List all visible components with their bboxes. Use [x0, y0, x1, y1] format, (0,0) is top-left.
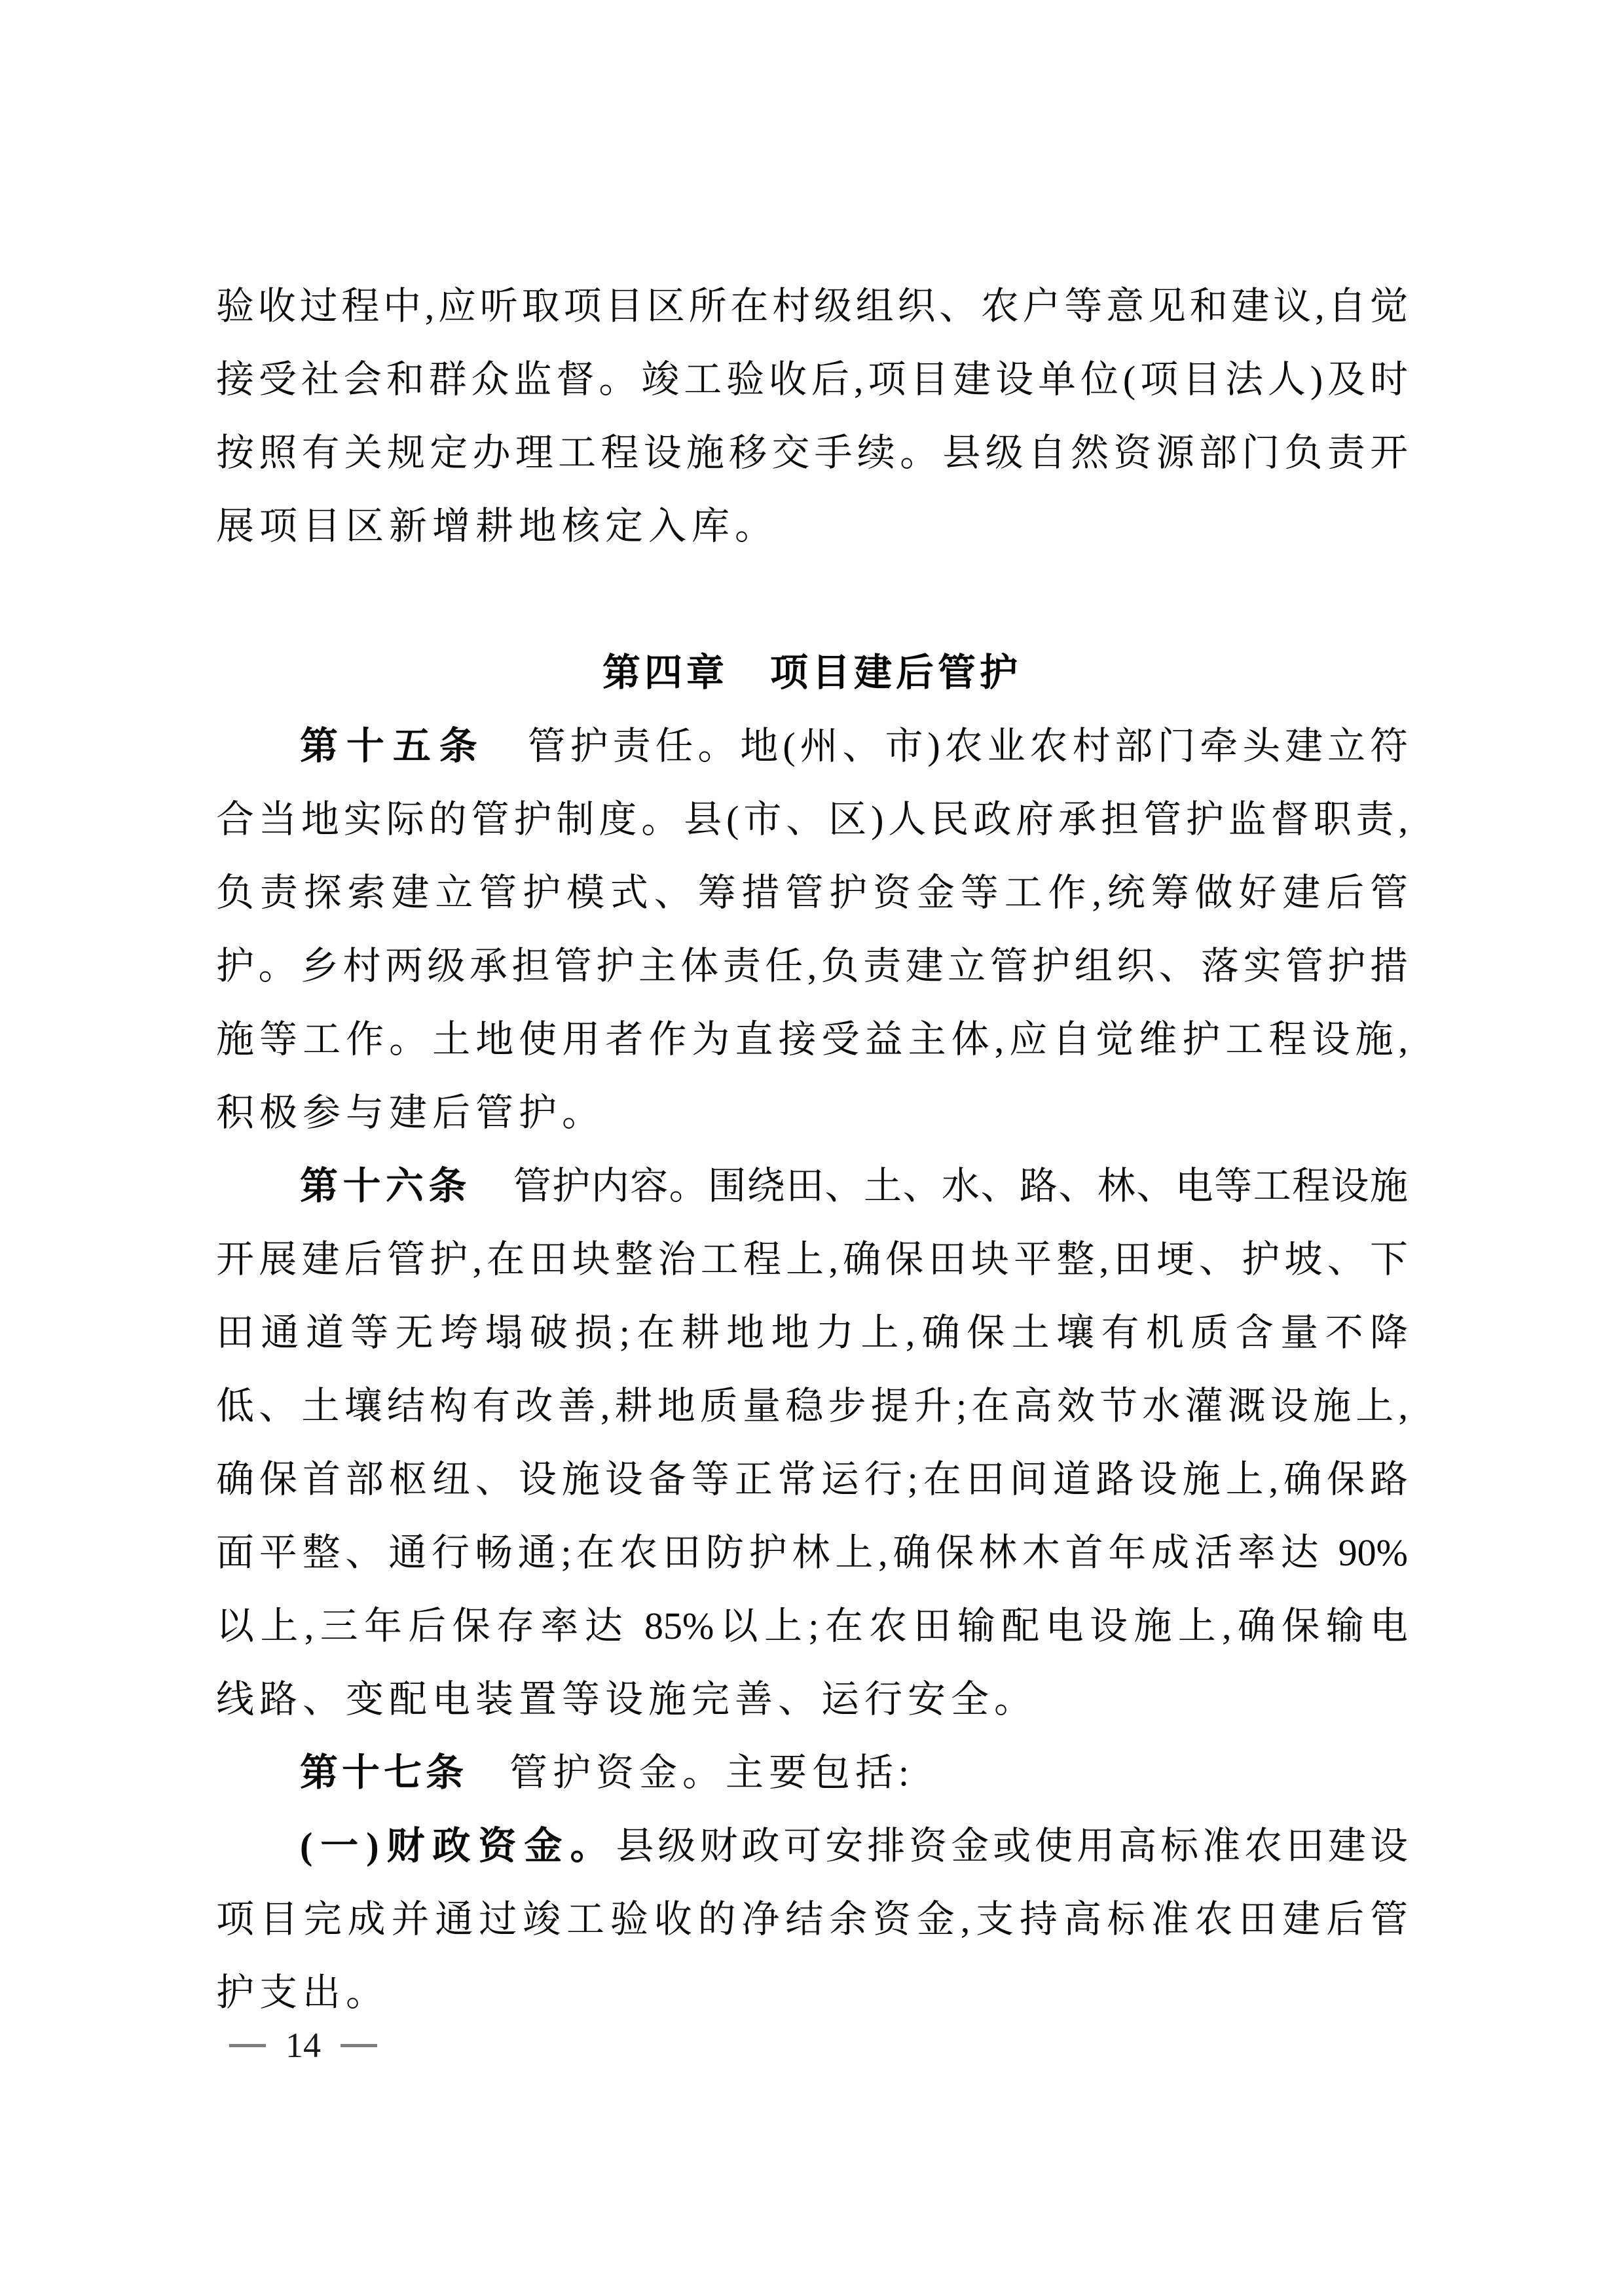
body-line: 展项目区新增耕地核定入库。 — [216, 505, 779, 547]
paragraph-first-line — [216, 1736, 1408, 1810]
body-line: 合当地实际的管护制度。县(市、区)人民政府承担管护监督职责, — [216, 798, 1408, 841]
page-number-dash-left — [229, 2044, 266, 2047]
page-number-value: 14 — [286, 2026, 321, 2065]
body-line: 管护责任。地(州、市)农业农村部门牵头建立符 — [527, 725, 1408, 767]
body-line: 管护资金。主要包括: — [509, 1751, 915, 1794]
body-line: 护。乡村两级承担管护主体责任,负责建立管护组织、落实管护措 — [216, 945, 1408, 987]
page-number-dash-right — [341, 2044, 377, 2047]
body-line: 确保首部枢纽、设施设备等正常运行;在田间道路设施上,确保路 — [216, 1458, 1408, 1501]
body-line: 负责探索建立管护模式、筹措管护资金等工作,统筹做好建后管 — [216, 871, 1408, 914]
item-number-1: (一)财政资金。 — [300, 1825, 616, 1867]
page-number — [229, 2024, 377, 2066]
body-line: 管护内容。围绕田、土、水、路、林、电等工程设施 — [513, 1165, 1408, 1207]
article-number-16: 第十六条 — [300, 1165, 471, 1207]
body-line: 开展建后管护,在田块整治工程上,确保田块平整,田埂、护坡、下 — [216, 1238, 1408, 1281]
body-line: 按照有关规定办理工程设施移交手续。县级自然资源部门负责开 — [216, 431, 1408, 474]
paragraph-first-line — [216, 1810, 1408, 1883]
body-line: 护支出。 — [216, 1971, 390, 2014]
body-line: 以上,三年后保存率达 85%以上;在农田输配电设施上,确保输电 — [216, 1605, 1408, 1647]
article-number-15: 第十五条 — [300, 725, 486, 767]
body-line: 项目完成并通过竣工验收的净结余资金,支持高标准农田建后管 — [216, 1898, 1408, 1941]
body-line: 县级财政可安排资金或使用高标准农田建设 — [616, 1825, 1408, 1867]
body-line: 验收过程中,应听取项目区所在村级组织、农户等意见和建议,自觉 — [216, 285, 1408, 327]
chapter-heading: 第四章 项目建后管护 — [602, 651, 1022, 694]
paragraph-first-line — [216, 710, 1408, 783]
body-line: 接受社会和群众监督。竣工验收后,项目建设单位(项目法人)及时 — [216, 358, 1408, 401]
body-line: 面平整、通行畅通;在农田防护林上,确保林木首年成活率达 90% — [216, 1531, 1408, 1574]
article-number-17: 第十七条 — [300, 1751, 468, 1794]
body-line: 田通道等无垮塌破损;在耕地地力上,确保土壤有机质含量不降 — [216, 1311, 1408, 1354]
body-line: 施等工作。土地使用者作为直接受益主体,应自觉维护工程设施, — [216, 1018, 1408, 1061]
paragraph-first-line — [216, 1150, 1408, 1223]
body-line: 积极参与建后管护。 — [216, 1091, 606, 1134]
text-block — [216, 270, 1408, 2030]
body-line: 低、土壤结构有改善,耕地质量稳步提升;在高效节水灌溉设施上, — [216, 1385, 1408, 1427]
body-line: 线路、变配电装置等设施完善、运行安全。 — [216, 1678, 1038, 1721]
